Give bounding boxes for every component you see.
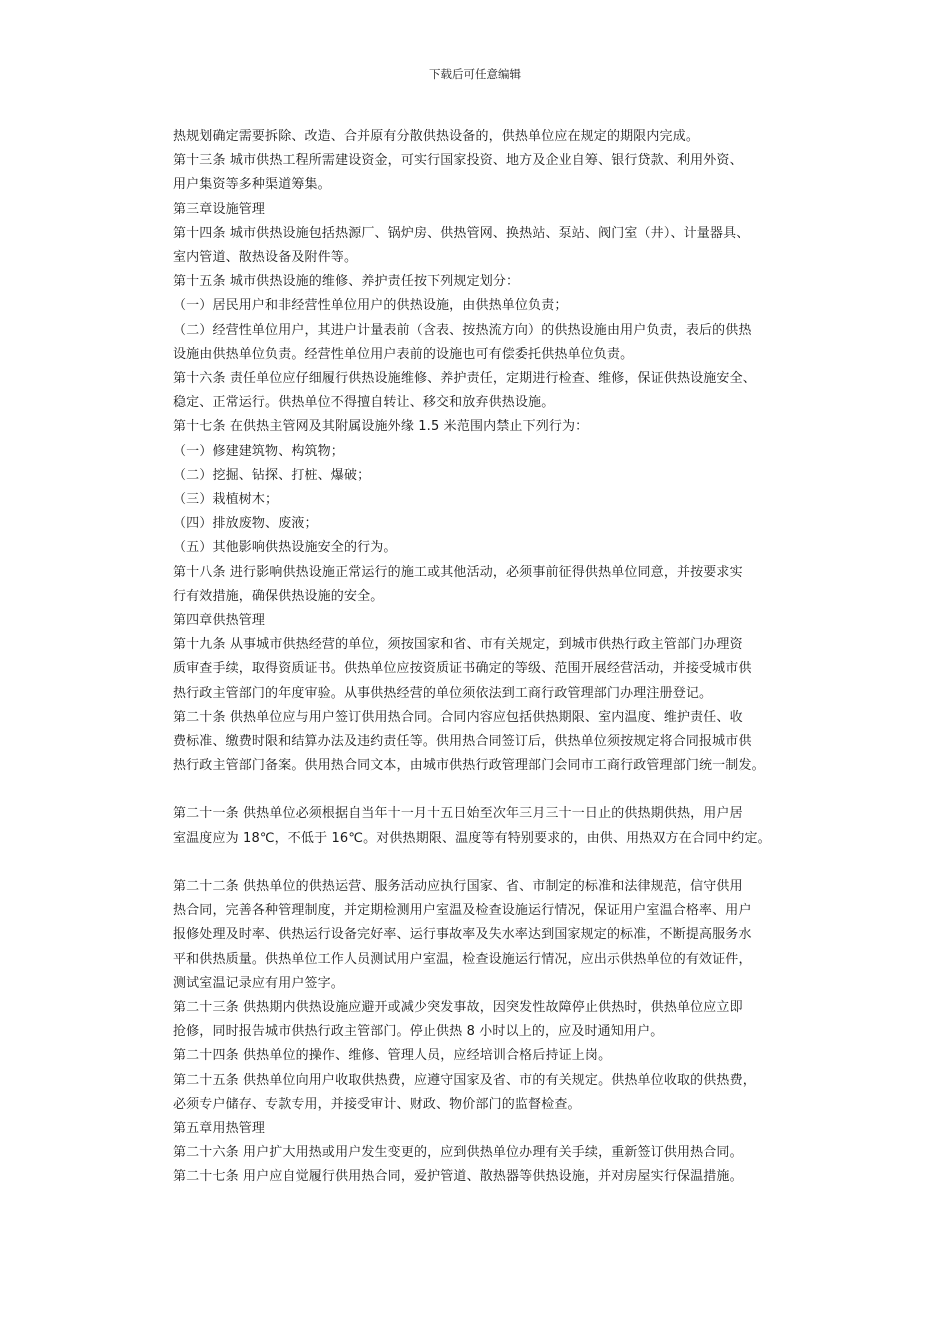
text-line: （一）居民用户和非经营性单位用户的供热设施，由供热单位负责； xyxy=(173,298,568,314)
text-line: 热规划确定需要拆除、改造、合并原有分散供热设备的，供热单位应在规定的期限内完成。 xyxy=(173,129,700,144)
text-line: 热行政主管部门备案。供用热合同文本，由城市供热行政管理部门会同市工商行政管理部门统一制发。 xyxy=(173,758,765,774)
text-line: 第二十条 供热单位应与用户签订供用热合同。合同内容应包括供热期限、室内温度、维护责任、收 xyxy=(173,709,743,725)
text-line: 第十四条 城市供热设施包括热源厂、锅炉房、供热管网、换热站、泵站、阀门室（井）、计量器具、 xyxy=(173,225,750,241)
text-line: 质审查手续，取得资质证书。供热单位应按资质证书确定的等级、范围开展经营活动，并接受城市供 xyxy=(173,661,752,677)
text-line: 稳定、正常运行。供热单位不得擅自转让、移交和放弃供热设施。 xyxy=(173,395,555,411)
text-line: 费标准、缴费时限和结算办法及违约责任等。供用热合同签订后，供热单位须按规定将合同报城市供 xyxy=(173,734,752,750)
text-line: 第十三条 城市供热工程所需建设资金，可实行国家投资、地方及企业自筹、银行贷款、利用外资、 xyxy=(173,153,743,169)
text-line: 抢修，同时报告城市供热行政主管部门。停止供热 8 小时以上的，应及时通知用户。 xyxy=(173,1024,664,1040)
blank-line xyxy=(173,778,823,802)
text-line: （二）经营性单位用户，其进户计量表前（含表、按热流方向）的供热设施由用户负责，表后的供热 xyxy=(173,322,752,338)
text-line: 设施由供热单位负责。经营性单位用户表前的设施也可有偿委托供热单位负责。 xyxy=(173,346,634,362)
text-line: 第十六条 责任单位应仔细履行供热设施维修、养护责任，定期进行检查、维修，保证供热设施安全、 xyxy=(173,371,756,387)
text-line: 第二十五条 供热单位向用户收取供热费，应遵守国家及省、市的有关规定。供热单位收取的供热费， xyxy=(173,1072,756,1088)
text-line: （一）修建建筑物、构筑物； xyxy=(173,443,344,459)
text-line: 第二十二条 供热单位的供热运营、服务活动应执行国家、省、市制定的标准和法律规范，信守供用 xyxy=(173,878,743,894)
text-line: 平和供热质量。供热单位工作人员测试用户室温，检查设施运行情况，应出示供热单位的有效证件， xyxy=(173,951,752,967)
text-line: 第十五条 城市供热设施的维修、养护责任按下列规定划分： xyxy=(173,274,520,290)
text-line: 第四章供热管理 xyxy=(173,613,266,629)
text-line: 热合同，完善各种管理制度，并定期检测用户室温及检查设施运行情况，保证用户室温合格率、用户 xyxy=(173,903,752,919)
text-line: 热行政主管部门的年度审验。从事供热经营的单位须依法到工商行政管理部门办理注册登记。 xyxy=(173,685,713,701)
text-line: 用户集资等多种渠道筹集。 xyxy=(173,177,331,193)
text-line: 第三章设施管理 xyxy=(173,201,266,217)
text-line: 第五章用热管理 xyxy=(173,1120,266,1136)
text-line: 第二十三条 供热期内供热设施应避开或减少突发事故，因突发性故障停止供热时，供热单位应立即 xyxy=(173,999,743,1015)
text-line: （五）其他影响供热设施安全的行为。 xyxy=(173,540,397,556)
text-line: 第二十六条 用户扩大用热或用户发生变更的，应到供热单位办理有关手续，重新签订供用热合同。 xyxy=(173,1145,743,1161)
text-line: 第十九条 从事城市供热经营的单位，须按国家和省、市有关规定，到城市供热行政主管部门办理资 xyxy=(173,637,743,653)
text-line: 第二十七条 用户应自觉履行供用热合同，爱护管道、散热器等供热设施，并对房屋实行保温措施。 xyxy=(173,1169,743,1185)
text-line: 第二十四条 供热单位的操作、维修、管理人员，应经培训合格后持证上岗。 xyxy=(173,1048,612,1064)
text-line: 必须专户储存、专款专用，并接受审计、财政、物价部门的监督检查。 xyxy=(173,1096,581,1112)
blank-line xyxy=(173,851,823,875)
text-line: 室温度应为 18℃，不低于 16℃。对供热期限、温度等有特别要求的，由供、用热双方在合同中约定。 xyxy=(173,830,771,846)
text-line: 第二十一条 供热单位必须根据自当年十一月十五日始至次年三月三十一日止的供热期供热，用户居 xyxy=(173,806,743,822)
document-body xyxy=(173,125,823,1190)
text-line: 报修处理及时率、供热运行设备完好率、运行事故率及失水率达到国家规定的标准，不断提高服务水 xyxy=(173,927,752,943)
text-line: （四）排放废物、废液； xyxy=(173,516,318,532)
page-header: 下载后可任意编辑 xyxy=(429,67,521,81)
text-line: 第十七条 在供热主管网及其附属设施外缘 1.5 米范围内禁止下列行为： xyxy=(173,419,589,435)
text-line: （三）栽植树木； xyxy=(173,492,279,508)
text-line: 第十八条 进行影响供热设施正常运行的施工或其他活动，必须事前征得供热单位同意，并按要求实 xyxy=(173,564,743,580)
text-line: 行有效措施，确保供热设施的安全。 xyxy=(173,588,384,604)
text-line: 测试室温记录应有用户签字。 xyxy=(173,975,344,991)
text-line: 室内管道、散热设备及附件等。 xyxy=(173,250,358,266)
text-line: （二）挖掘、钻探、打桩、爆破； xyxy=(173,467,371,483)
